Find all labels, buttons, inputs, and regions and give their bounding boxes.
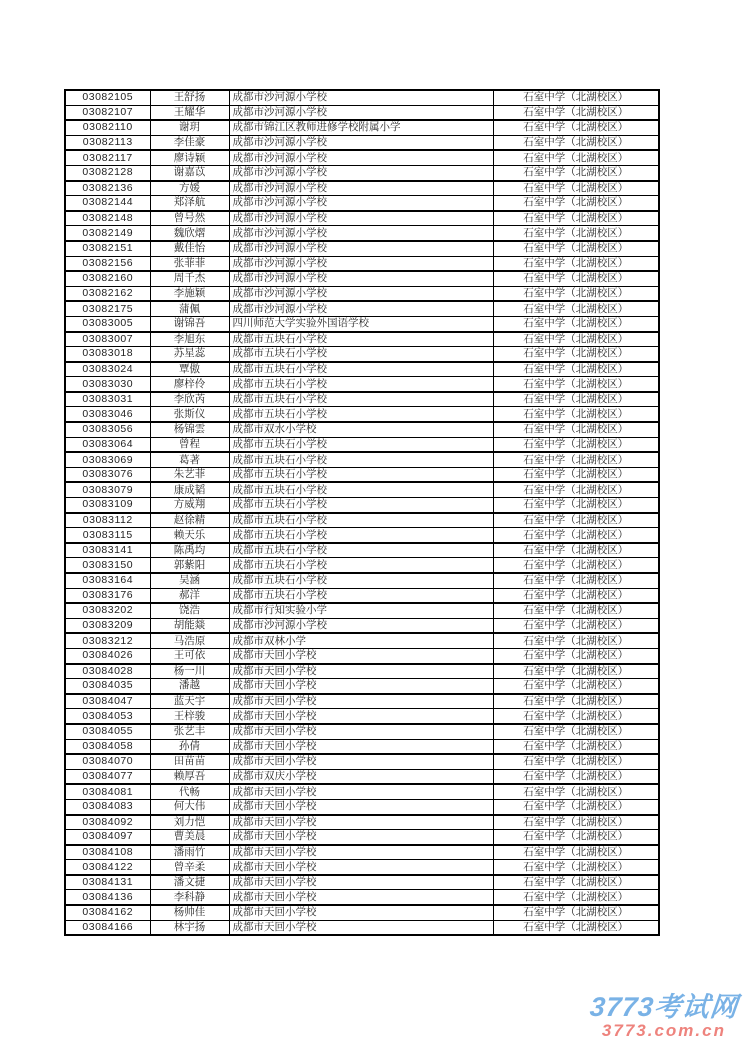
table-row	[65, 618, 659, 633]
table-row	[65, 679, 659, 694]
primary-school-cell: 成都市五块石小学校	[229, 452, 493, 467]
primary-school-cell: 成都市五块石小学校	[229, 362, 493, 377]
registration-number-cell: 03084097	[65, 830, 150, 845]
primary-school-cell: 成都市天回小学校	[229, 694, 493, 709]
registration-number-cell: 03082149	[65, 226, 150, 241]
table-row	[65, 226, 659, 241]
assigned-school-cell: 石室中学（北湖校区）	[493, 377, 659, 392]
assigned-school-cell: 石室中学（北湖校区）	[493, 784, 659, 799]
assigned-school-cell: 石室中学（北湖校区）	[493, 875, 659, 890]
primary-school-cell: 成都市双庆小学校	[229, 769, 493, 784]
registration-number-cell: 03084081	[65, 784, 150, 799]
student-name-cell: 潘越	[150, 679, 229, 694]
assigned-school-cell: 石室中学（北湖校区）	[493, 513, 659, 528]
table-row	[65, 392, 659, 407]
table-row	[65, 498, 659, 513]
registration-number-cell: 03082151	[65, 241, 150, 256]
table-row	[65, 422, 659, 437]
registration-number-cell: 03084166	[65, 920, 150, 935]
assigned-school-cell: 石室中学（北湖校区）	[493, 573, 659, 588]
registration-number-cell: 03083112	[65, 513, 150, 528]
primary-school-cell: 成都市五块石小学校	[229, 528, 493, 543]
table-row	[65, 407, 659, 422]
student-name-cell: 赖天乐	[150, 528, 229, 543]
student-name-cell: 孙倩	[150, 739, 229, 754]
registration-number-cell: 03082105	[65, 90, 150, 105]
student-name-cell: 周千杰	[150, 271, 229, 286]
table-row	[65, 301, 659, 316]
assigned-school-cell: 石室中学（北湖校区）	[493, 226, 659, 241]
student-name-cell: 田苗苗	[150, 754, 229, 769]
assigned-school-cell: 石室中学（北湖校区）	[493, 815, 659, 830]
assigned-school-cell: 石室中学（北湖校区）	[493, 150, 659, 165]
assigned-school-cell: 石室中学（北湖校区）	[493, 241, 659, 256]
student-name-cell: 郝洋	[150, 588, 229, 603]
registration-number-cell: 03082156	[65, 256, 150, 271]
registration-number-cell: 03083176	[65, 588, 150, 603]
table-row	[65, 694, 659, 709]
table-row	[65, 769, 659, 784]
registration-number-cell: 03083164	[65, 573, 150, 588]
student-name-cell: 代畅	[150, 784, 229, 799]
assigned-school-cell: 石室中学（北湖校区）	[493, 271, 659, 286]
student-name-cell: 蒲佩	[150, 301, 229, 316]
assigned-school-cell: 石室中学（北湖校区）	[493, 860, 659, 875]
student-name-cell: 吴涵	[150, 573, 229, 588]
primary-school-cell: 成都市沙河源小学校	[229, 301, 493, 316]
registration-number-cell: 03084108	[65, 845, 150, 860]
table-row	[65, 905, 659, 920]
assigned-school-cell: 石室中学（北湖校区）	[493, 482, 659, 497]
assigned-school-cell: 石室中学（北湖校区）	[493, 633, 659, 648]
primary-school-cell: 成都市天回小学校	[229, 679, 493, 694]
student-name-cell: 苏星蕊	[150, 347, 229, 362]
watermark	[590, 993, 738, 1040]
table-row	[65, 875, 659, 890]
assigned-school-cell: 石室中学（北湖校区）	[493, 543, 659, 558]
student-name-cell: 李欣芮	[150, 392, 229, 407]
table-row	[65, 860, 659, 875]
registration-number-cell: 03084162	[65, 905, 150, 920]
student-name-cell: 葛著	[150, 452, 229, 467]
table-row	[65, 105, 659, 120]
student-name-cell: 张菲菲	[150, 256, 229, 271]
assigned-school-cell: 石室中学（北湖校区）	[493, 739, 659, 754]
primary-school-cell: 成都市五块石小学校	[229, 377, 493, 392]
student-name-cell: 张斯仪	[150, 407, 229, 422]
student-name-cell: 王耀华	[150, 105, 229, 120]
registration-number-cell: 03083056	[65, 422, 150, 437]
assigned-school-cell: 石室中学（北湖校区）	[493, 407, 659, 422]
student-name-cell: 覃傲	[150, 362, 229, 377]
registration-number-cell: 03083109	[65, 498, 150, 513]
student-name-cell: 谢玥	[150, 120, 229, 135]
table-row	[65, 784, 659, 799]
watermark-site-url: 3773.com.cn	[601, 1021, 726, 1041]
assigned-school-cell: 石室中学（北湖校区）	[493, 437, 659, 452]
primary-school-cell: 成都市天回小学校	[229, 815, 493, 830]
table-row	[65, 482, 659, 497]
assigned-school-cell: 石室中学（北湖校区）	[493, 754, 659, 769]
registration-number-cell: 03084092	[65, 815, 150, 830]
assigned-school-cell: 石室中学（北湖校区）	[493, 332, 659, 347]
table-row	[65, 286, 659, 301]
assigned-school-cell: 石室中学（北湖校区）	[493, 709, 659, 724]
registration-number-cell: 03084035	[65, 679, 150, 694]
assigned-school-cell: 石室中学（北湖校区）	[493, 120, 659, 135]
student-name-cell: 戴佳怡	[150, 241, 229, 256]
primary-school-cell: 成都市天回小学校	[229, 860, 493, 875]
registration-number-cell: 03083031	[65, 392, 150, 407]
student-name-cell: 曹美晨	[150, 830, 229, 845]
table-row	[65, 211, 659, 226]
primary-school-cell: 成都市双林小学	[229, 633, 493, 648]
primary-school-cell: 成都市天回小学校	[229, 724, 493, 739]
student-name-cell: 曾号然	[150, 211, 229, 226]
student-name-cell: 杨帅佳	[150, 905, 229, 920]
registration-number-cell: 03084026	[65, 648, 150, 663]
student-name-cell: 杨一川	[150, 664, 229, 679]
primary-school-cell: 成都市沙河源小学校	[229, 105, 493, 120]
registration-number-cell: 03082128	[65, 165, 150, 180]
registration-number-cell: 03083079	[65, 482, 150, 497]
registration-number-cell: 03083141	[65, 543, 150, 558]
registration-number-cell: 03083046	[65, 407, 150, 422]
student-name-cell: 朱艺菲	[150, 467, 229, 482]
student-name-cell: 赵徐精	[150, 513, 229, 528]
assignment-table-body	[65, 90, 659, 935]
student-name-cell: 谢嘉苡	[150, 165, 229, 180]
primary-school-cell: 成都市沙河源小学校	[229, 271, 493, 286]
watermark-site-name: 3773考试网	[588, 991, 740, 1022]
primary-school-cell: 成都市五块石小学校	[229, 573, 493, 588]
primary-school-cell: 成都市双水小学校	[229, 422, 493, 437]
table-row	[65, 890, 659, 905]
assigned-school-cell: 石室中学（北湖校区）	[493, 603, 659, 618]
table-row	[65, 664, 659, 679]
assigned-school-cell: 石室中学（北湖校区）	[493, 90, 659, 105]
student-name-cell: 何大伟	[150, 799, 229, 814]
table-row	[65, 830, 659, 845]
assigned-school-cell: 石室中学（北湖校区）	[493, 392, 659, 407]
table-row	[65, 754, 659, 769]
primary-school-cell: 成都市五块石小学校	[229, 467, 493, 482]
table-row	[65, 362, 659, 377]
primary-school-cell: 成都市天回小学校	[229, 664, 493, 679]
assigned-school-cell: 石室中学（北湖校区）	[493, 799, 659, 814]
registration-number-cell: 03083024	[65, 362, 150, 377]
primary-school-cell: 成都市天回小学校	[229, 890, 493, 905]
primary-school-cell: 成都市天回小学校	[229, 830, 493, 845]
student-name-cell: 王梓骏	[150, 709, 229, 724]
primary-school-cell: 成都市行知实验小学	[229, 603, 493, 618]
registration-number-cell: 03084077	[65, 769, 150, 784]
table-row	[65, 437, 659, 452]
table-row	[65, 528, 659, 543]
student-name-cell: 李旭东	[150, 332, 229, 347]
table-row	[65, 271, 659, 286]
registration-number-cell: 03083007	[65, 332, 150, 347]
table-row	[65, 467, 659, 482]
registration-number-cell: 03083115	[65, 528, 150, 543]
table-row	[65, 150, 659, 165]
student-name-cell: 曾程	[150, 437, 229, 452]
primary-school-cell: 成都市天回小学校	[229, 709, 493, 724]
primary-school-cell: 成都市天回小学校	[229, 799, 493, 814]
table-row	[65, 558, 659, 573]
assigned-school-cell: 石室中学（北湖校区）	[493, 301, 659, 316]
student-name-cell: 廖诗颖	[150, 150, 229, 165]
assigned-school-cell: 石室中学（北湖校区）	[493, 618, 659, 633]
assigned-school-cell: 石室中学（北湖校区）	[493, 211, 659, 226]
assigned-school-cell: 石室中学（北湖校区）	[493, 135, 659, 150]
registration-number-cell: 03084083	[65, 799, 150, 814]
assigned-school-cell: 石室中学（北湖校区）	[493, 362, 659, 377]
student-name-cell: 杨锦雲	[150, 422, 229, 437]
registration-number-cell: 03084122	[65, 860, 150, 875]
student-name-cell: 刘力恺	[150, 815, 229, 830]
table-row	[65, 181, 659, 196]
assigned-school-cell: 石室中学（北湖校区）	[493, 558, 659, 573]
primary-school-cell: 成都市五块石小学校	[229, 498, 493, 513]
assigned-school-cell: 石室中学（北湖校区）	[493, 694, 659, 709]
primary-school-cell: 成都市五块石小学校	[229, 347, 493, 362]
assigned-school-cell: 石室中学（北湖校区）	[493, 890, 659, 905]
primary-school-cell: 成都市沙河源小学校	[229, 135, 493, 150]
table-row	[65, 603, 659, 618]
student-name-cell: 李佳豪	[150, 135, 229, 150]
primary-school-cell: 成都市沙河源小学校	[229, 181, 493, 196]
assigned-school-cell: 石室中学（北湖校区）	[493, 498, 659, 513]
student-name-cell: 潘文捷	[150, 875, 229, 890]
table-row	[65, 332, 659, 347]
student-name-cell: 郭紫阳	[150, 558, 229, 573]
registration-number-cell: 03083202	[65, 603, 150, 618]
table-row	[65, 845, 659, 860]
table-row	[65, 709, 659, 724]
primary-school-cell: 四川师范大学实验外国语学校	[229, 316, 493, 331]
student-name-cell: 魏欣熠	[150, 226, 229, 241]
registration-number-cell: 03083212	[65, 633, 150, 648]
table-row	[65, 452, 659, 467]
primary-school-cell: 成都市沙河源小学校	[229, 241, 493, 256]
student-name-cell: 赖厚吾	[150, 769, 229, 784]
assigned-school-cell: 石室中学（北湖校区）	[493, 316, 659, 331]
primary-school-cell: 成都市五块石小学校	[229, 588, 493, 603]
student-name-cell: 张艺丰	[150, 724, 229, 739]
registration-number-cell: 03083064	[65, 437, 150, 452]
registration-number-cell: 03082110	[65, 120, 150, 135]
assigned-school-cell: 石室中学（北湖校区）	[493, 920, 659, 935]
primary-school-cell: 成都市沙河源小学校	[229, 211, 493, 226]
primary-school-cell: 成都市沙河源小学校	[229, 196, 493, 211]
assigned-school-cell: 石室中学（北湖校区）	[493, 664, 659, 679]
student-name-cell: 李施颖	[150, 286, 229, 301]
student-name-cell: 谢锦吾	[150, 316, 229, 331]
registration-number-cell: 03082107	[65, 105, 150, 120]
registration-number-cell: 03084136	[65, 890, 150, 905]
registration-number-cell: 03083005	[65, 316, 150, 331]
student-name-cell: 廖梓伶	[150, 377, 229, 392]
registration-number-cell: 03084058	[65, 739, 150, 754]
assigned-school-cell: 石室中学（北湖校区）	[493, 105, 659, 120]
registration-number-cell: 03084047	[65, 694, 150, 709]
registration-number-cell: 03082113	[65, 135, 150, 150]
registration-number-cell: 03083150	[65, 558, 150, 573]
student-name-cell: 马浩原	[150, 633, 229, 648]
registration-number-cell: 03083030	[65, 377, 150, 392]
registration-number-cell: 03082160	[65, 271, 150, 286]
registration-number-cell: 03082117	[65, 150, 150, 165]
assigned-school-cell: 石室中学（北湖校区）	[493, 286, 659, 301]
student-name-cell: 方媛	[150, 181, 229, 196]
table-row	[65, 543, 659, 558]
table-row	[65, 513, 659, 528]
registration-number-cell: 03082148	[65, 211, 150, 226]
table-row	[65, 241, 659, 256]
student-name-cell: 胡能燚	[150, 618, 229, 633]
assigned-school-cell: 石室中学（北湖校区）	[493, 528, 659, 543]
assigned-school-cell: 石室中学（北湖校区）	[493, 845, 659, 860]
primary-school-cell: 成都市五块石小学校	[229, 437, 493, 452]
student-name-cell: 蓝天宇	[150, 694, 229, 709]
student-name-cell: 林宇扬	[150, 920, 229, 935]
registration-number-cell: 03082144	[65, 196, 150, 211]
registration-number-cell: 03084055	[65, 724, 150, 739]
assigned-school-cell: 石室中学（北湖校区）	[493, 196, 659, 211]
registration-number-cell: 03084070	[65, 754, 150, 769]
registration-number-cell: 03083069	[65, 452, 150, 467]
primary-school-cell: 成都市天回小学校	[229, 905, 493, 920]
assigned-school-cell: 石室中学（北湖校区）	[493, 347, 659, 362]
primary-school-cell: 成都市天回小学校	[229, 875, 493, 890]
primary-school-cell: 成都市沙河源小学校	[229, 256, 493, 271]
primary-school-cell: 成都市五块石小学校	[229, 407, 493, 422]
registration-number-cell: 03084028	[65, 664, 150, 679]
assigned-school-cell: 石室中学（北湖校区）	[493, 165, 659, 180]
student-name-cell: 曾辛柔	[150, 860, 229, 875]
table-row	[65, 90, 659, 105]
assignment-table	[64, 89, 660, 936]
table-row	[65, 120, 659, 135]
primary-school-cell: 成都市沙河源小学校	[229, 618, 493, 633]
table-row	[65, 588, 659, 603]
primary-school-cell: 成都市五块石小学校	[229, 558, 493, 573]
table-row	[65, 648, 659, 663]
student-name-cell: 康成韬	[150, 482, 229, 497]
assigned-school-cell: 石室中学（北湖校区）	[493, 422, 659, 437]
primary-school-cell: 成都市天回小学校	[229, 845, 493, 860]
student-name-cell: 方威翔	[150, 498, 229, 513]
primary-school-cell: 成都市沙河源小学校	[229, 150, 493, 165]
primary-school-cell: 成都市五块石小学校	[229, 482, 493, 497]
table-row	[65, 165, 659, 180]
table-row	[65, 196, 659, 211]
registration-number-cell: 03082136	[65, 181, 150, 196]
primary-school-cell: 成都市沙河源小学校	[229, 90, 493, 105]
table-row	[65, 135, 659, 150]
table-row	[65, 573, 659, 588]
registration-number-cell: 03083076	[65, 467, 150, 482]
student-name-cell: 李科静	[150, 890, 229, 905]
primary-school-cell: 成都市沙河源小学校	[229, 226, 493, 241]
table-row	[65, 799, 659, 814]
primary-school-cell: 成都市天回小学校	[229, 739, 493, 754]
table-row	[65, 920, 659, 935]
registration-number-cell: 03083018	[65, 347, 150, 362]
primary-school-cell: 成都市沙河源小学校	[229, 165, 493, 180]
registration-number-cell: 03082162	[65, 286, 150, 301]
assigned-school-cell: 石室中学（北湖校区）	[493, 679, 659, 694]
student-name-cell: 陈禹均	[150, 543, 229, 558]
primary-school-cell: 成都市天回小学校	[229, 920, 493, 935]
table-row	[65, 633, 659, 648]
registration-number-cell: 03084053	[65, 709, 150, 724]
table-row	[65, 316, 659, 331]
student-name-cell: 郑泽航	[150, 196, 229, 211]
assigned-school-cell: 石室中学（北湖校区）	[493, 830, 659, 845]
primary-school-cell: 成都市五块石小学校	[229, 392, 493, 407]
student-name-cell: 王舒扬	[150, 90, 229, 105]
assigned-school-cell: 石室中学（北湖校区）	[493, 648, 659, 663]
primary-school-cell: 成都市天回小学校	[229, 754, 493, 769]
student-name-cell: 潘雨竹	[150, 845, 229, 860]
registration-number-cell: 03083209	[65, 618, 150, 633]
primary-school-cell: 成都市锦江区教师进修学校附属小学	[229, 120, 493, 135]
assigned-school-cell: 石室中学（北湖校区）	[493, 769, 659, 784]
assigned-school-cell: 石室中学（北湖校区）	[493, 724, 659, 739]
primary-school-cell: 成都市天回小学校	[229, 784, 493, 799]
assigned-school-cell: 石室中学（北湖校区）	[493, 452, 659, 467]
assigned-school-cell: 石室中学（北湖校区）	[493, 181, 659, 196]
table-row	[65, 724, 659, 739]
table-row	[65, 377, 659, 392]
primary-school-cell: 成都市五块石小学校	[229, 332, 493, 347]
primary-school-cell: 成都市五块石小学校	[229, 513, 493, 528]
table-row	[65, 739, 659, 754]
registration-number-cell: 03082175	[65, 301, 150, 316]
student-name-cell: 饶浩	[150, 603, 229, 618]
primary-school-cell: 成都市五块石小学校	[229, 543, 493, 558]
assigned-school-cell: 石室中学（北湖校区）	[493, 467, 659, 482]
assigned-school-cell: 石室中学（北湖校区）	[493, 256, 659, 271]
primary-school-cell: 成都市天回小学校	[229, 648, 493, 663]
table-row	[65, 815, 659, 830]
assigned-school-cell: 石室中学（北湖校区）	[493, 905, 659, 920]
primary-school-cell: 成都市沙河源小学校	[229, 286, 493, 301]
table-row	[65, 347, 659, 362]
assigned-school-cell: 石室中学（北湖校区）	[493, 588, 659, 603]
table-row	[65, 256, 659, 271]
registration-number-cell: 03084131	[65, 875, 150, 890]
student-name-cell: 王可依	[150, 648, 229, 663]
